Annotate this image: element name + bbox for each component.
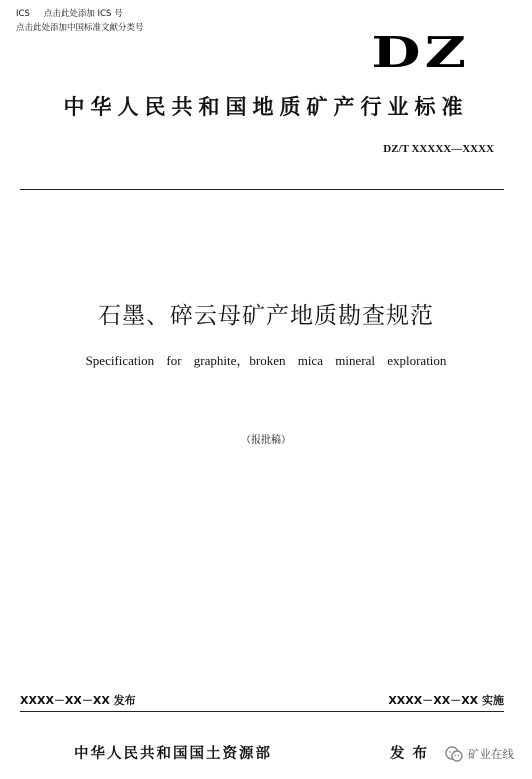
ics-label: ICS [16, 9, 30, 19]
standard-category: 中华人民共和国地质矿产行业标准 [63, 95, 469, 119]
ics-line [16, 8, 123, 20]
issuer: 中华人民共和国国土资源部 [74, 746, 272, 762]
dz-logo: DZ [371, 28, 470, 77]
document-title-chinese: 石墨、碎云母矿产地质勘查规范 [98, 303, 434, 329]
document-title-english: Specification for graphite，broken mica mineral exploration [85, 353, 447, 368]
classification-placeholder[interactable]: 点击此处添加中国标准文献分类号 [16, 23, 144, 33]
standard-number: DZ/T XXXXX—XXXX [383, 143, 494, 155]
publish-label: 发布 [390, 746, 435, 762]
wechat-icon [444, 744, 464, 764]
draft-status: （报批稿） [241, 435, 291, 446]
watermark [444, 744, 514, 764]
ics-placeholder[interactable]: 点击此处添加 ICS 号 [43, 9, 123, 19]
watermark-text: 矿业在线 [468, 747, 514, 761]
effective-date: XXXX－XX－XX 实施 [388, 694, 504, 707]
footer-divider [20, 711, 504, 712]
issue-date: XXXX－XX－XX 发布 [20, 694, 136, 707]
header-divider [20, 189, 504, 190]
